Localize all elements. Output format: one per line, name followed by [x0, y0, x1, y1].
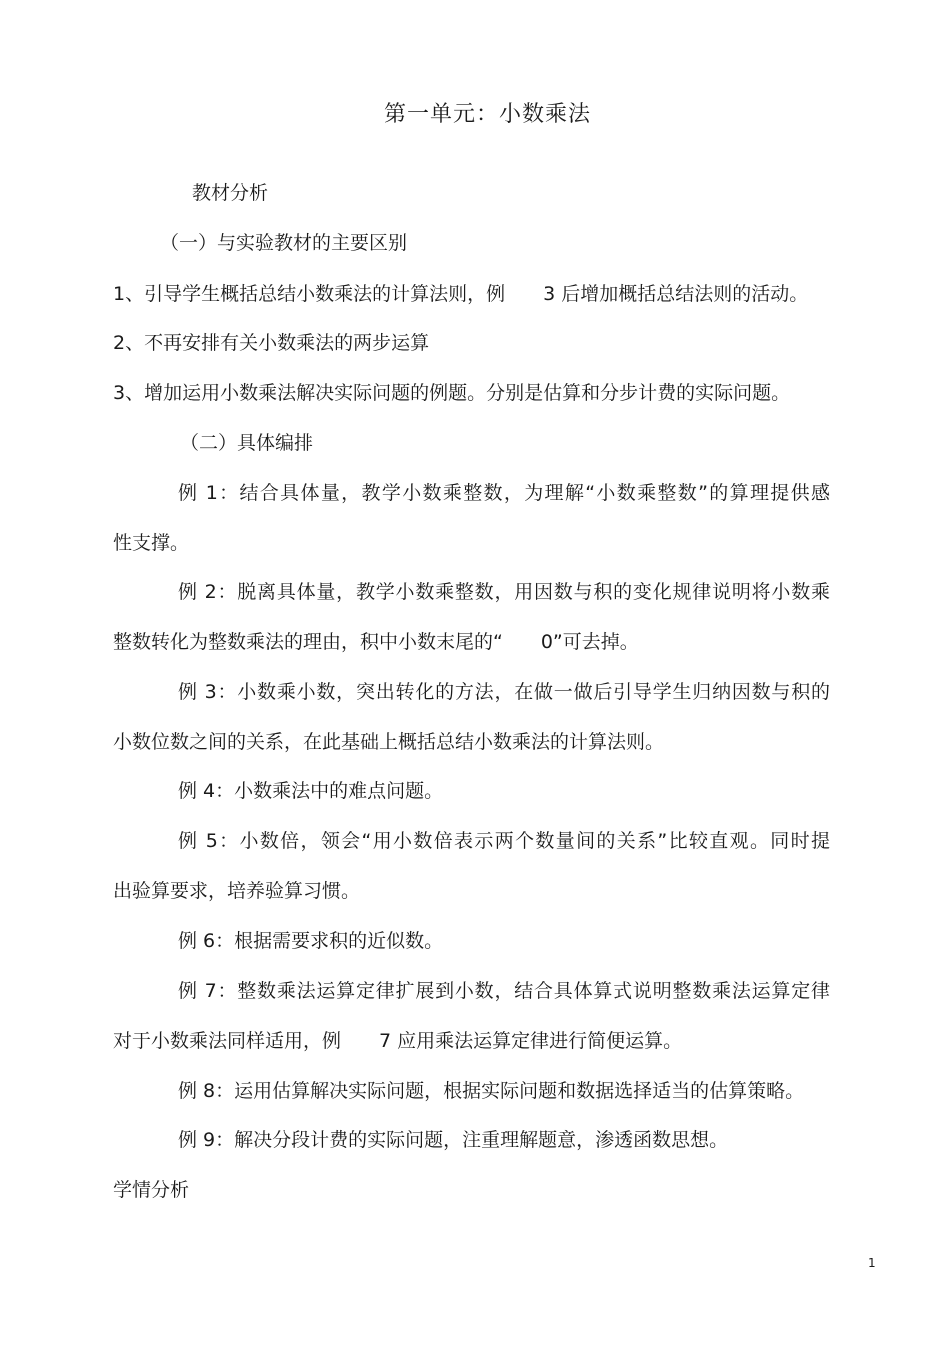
- difference-item-3: 3、增加运用小数乘法解决实际问题的例题。分别是估算和分步计费的实际问题。: [113, 382, 791, 404]
- example-2-line-2: 整数转化为整数乘法的理由，积中小数末尾的“ 0”可去掉。: [113, 631, 639, 653]
- section-heading-differences: （一）与实验教材的主要区别: [160, 232, 408, 254]
- example-3-line-2: 小数位数之间的关系，在此基础上概括总结小数乘法的计算法则。: [113, 731, 665, 753]
- page-number: 1: [868, 1256, 876, 1270]
- example-4: 例 4：小数乘法中的难点问题。: [178, 780, 444, 802]
- example-5-line-1: 例 5：小数倍，领会“用小数倍表示两个数量间的关系”比较直观。同时提: [178, 830, 830, 852]
- example-7-line-1: 例 7：整数乘法运算定律扩展到小数，结合具体算式说明整数乘法运算定律: [178, 980, 830, 1002]
- example-8: 例 8：运用估算解决实际问题，根据实际问题和数据选择适当的估算策略。: [178, 1080, 805, 1102]
- heading-material-analysis: 教材分析: [192, 182, 269, 204]
- example-9: 例 9：解决分段计费的实际问题，注重理解题意，渗透函数思想。: [178, 1129, 729, 1151]
- example-3-line-1: 例 3：小数乘小数，突出转化的方法，在做一做后引导学生归纳因数与积的: [178, 681, 830, 703]
- example-5-line-2: 出验算要求，培养验算习惯。: [113, 880, 361, 902]
- example-2-line-1: 例 2：脱离具体量，教学小数乘整数，用因数与积的变化规律说明将小数乘: [178, 581, 830, 603]
- difference-item-2: 2、不再安排有关小数乘法的两步运算: [113, 332, 430, 354]
- example-1-line-2: 性支撑。: [113, 532, 190, 554]
- example-6: 例 6：根据需要求积的近似数。: [178, 930, 444, 952]
- difference-item-1: 1、引导学生概括总结小数乘法的计算法则，例 3 后增加概括总结法则的活动。: [113, 283, 809, 305]
- document-title: 第一单元：小数乘法: [384, 102, 592, 127]
- heading-student-analysis: 学情分析: [113, 1179, 190, 1201]
- example-1-line-1: 例 1：结合具体量，教学小数乘整数，为理解“小数乘整数”的算理提供感: [178, 482, 830, 504]
- section-heading-arrangement: （二）具体编排: [180, 432, 314, 454]
- example-7-line-2: 对于小数乘法同样适用，例 7 应用乘法运算定律进行简便运算。: [113, 1030, 683, 1052]
